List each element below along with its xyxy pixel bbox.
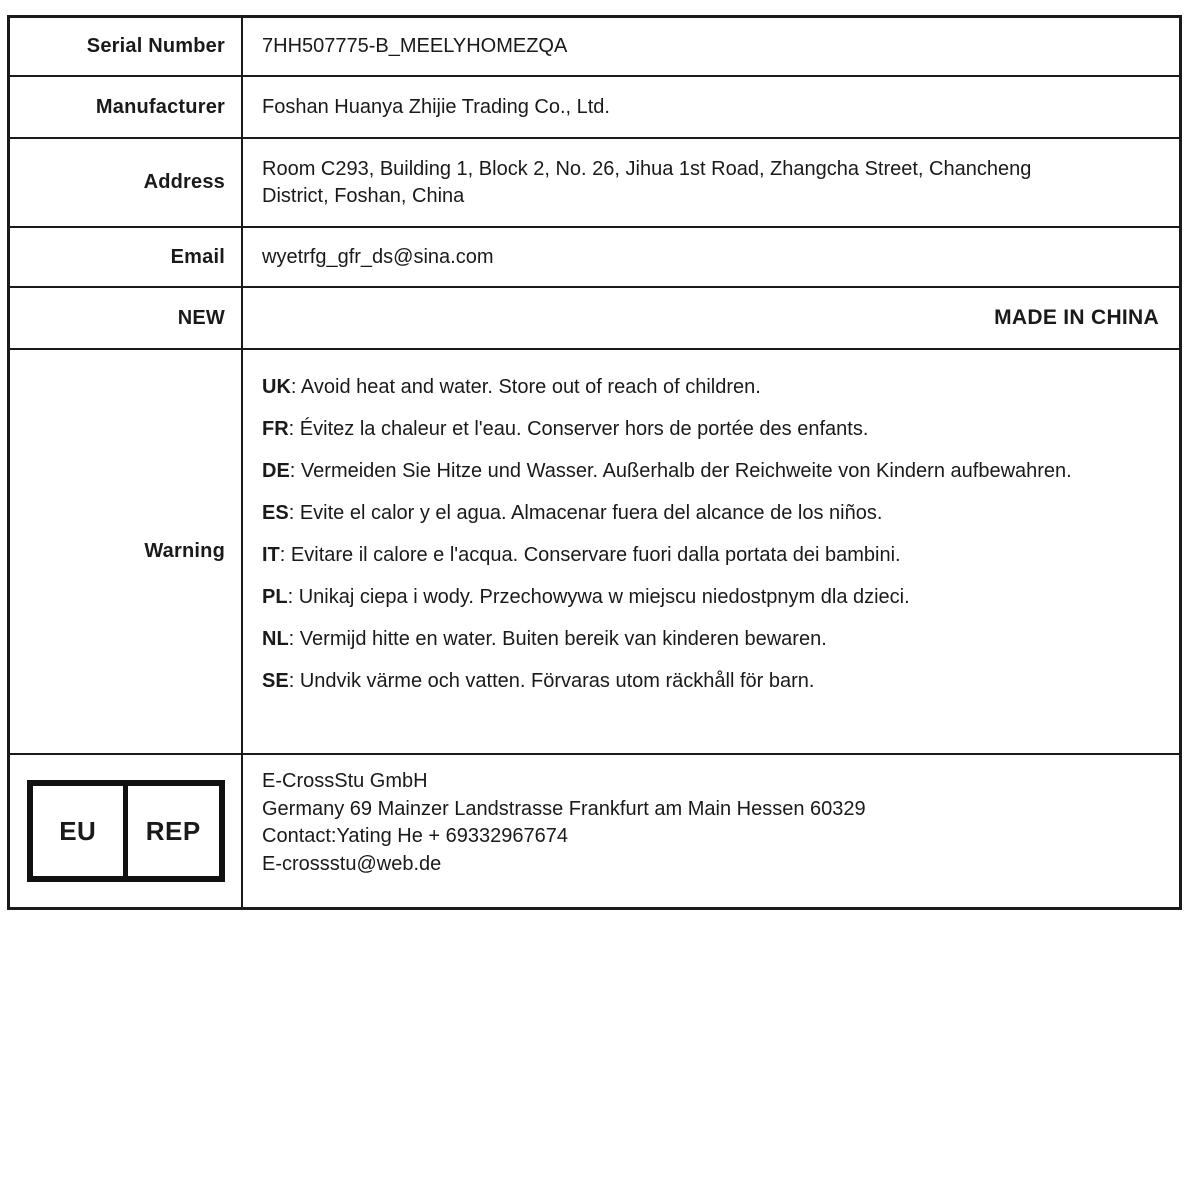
table-row-new-condition (10, 286, 1179, 348)
eu-box: EU (33, 786, 129, 876)
eu-rep-contact-phone: Contact:Yating He + 69332967674 (262, 825, 568, 848)
address-label: Address (10, 139, 243, 226)
table-row-serial-number (10, 18, 1179, 75)
eu-rep-company-name: E-CrossStu GmbH (262, 770, 428, 792)
warning-lang-code: PL (262, 586, 288, 608)
table-row-address (10, 137, 1179, 226)
warning-item-fr (262, 416, 1084, 443)
warning-text: Vermeiden Sie Hitze und Wasser. Außerhalb der Reichweite von Kindern aufbewahren. (300, 460, 1072, 482)
warning-text: Undvik värme och vatten. Förvaras utom räckhåll för barn. (299, 670, 815, 692)
eu-rep-address: Germany 69 Mainzer Landstrasse Frankfurt am Main Hessen 60329 (262, 797, 866, 820)
manufacturer-text: Foshan Huanya Zhijie Trading Co., Ltd. (262, 95, 610, 118)
warning-separator: : (288, 670, 300, 692)
warning-lang-code: FR (262, 418, 289, 440)
serial-number-text: 7HH507775-B_MEELYHOMEZQA (262, 35, 568, 57)
warning-text: Vermijd hitte en water. Buiten bereik van kinderen bewaren. (299, 628, 827, 650)
warning-item-pl (262, 584, 1084, 611)
address-text: Room C293, Building 1, Block 2, No. 26, Jihua 1st Road, Zhangcha Street, Chancheng District, Foshan, China (262, 157, 1032, 207)
serial-number-label: Serial Number (10, 18, 243, 75)
manufacturer-value (243, 77, 1179, 137)
made-in-china-text: MADE IN CHINA (994, 306, 1159, 329)
warning-text: Avoid heat and water. Store out of reach of children. (300, 376, 761, 398)
warning-text: Evite el calor y el agua. Almacenar fuera del alcance de los niños. (299, 502, 883, 524)
warning-item-se (262, 668, 1084, 695)
warning-text: Evitare il calore e l'acqua. Conservare fuori dalla portata dei bambini. (290, 544, 901, 566)
email-text: wyetrfg_gfr_ds@sina.com (262, 245, 494, 268)
warning-item-uk (262, 374, 1084, 401)
warning-separator: : (287, 586, 299, 608)
eu-rep-symbol-cell (10, 755, 243, 907)
warning-text: Évitez la chaleur et l'eau. Conserver hors de portée des enfants. (299, 418, 869, 440)
warning-lang-code: UK (262, 376, 291, 398)
table-row-manufacturer (10, 75, 1179, 137)
manufacturer-label: Manufacturer (10, 77, 243, 137)
rep-box: REP (145, 815, 201, 846)
warning-separator: : (289, 460, 301, 482)
email-label: Email (10, 228, 243, 286)
serial-number-value (243, 18, 1179, 75)
warning-separator: : (279, 544, 291, 566)
warning-lang-code: NL (262, 628, 289, 650)
warning-separator: : (288, 502, 300, 524)
warning-lang-code: IT (262, 544, 280, 566)
warning-lang-code: DE (262, 460, 290, 482)
warning-lang-code: ES (262, 502, 289, 524)
eu-rep-symbol (27, 780, 225, 882)
email-value (243, 228, 1179, 286)
eu-rep-email: E-crossstu@web.de (262, 852, 442, 875)
table-row-warning (10, 348, 1179, 753)
warning-lang-code: SE (262, 670, 289, 692)
warning-item-nl (262, 626, 1084, 653)
warning-item-es (262, 500, 1084, 527)
warning-separator: : (288, 418, 300, 440)
warning-label: Warning (10, 350, 243, 753)
warning-separator: : (290, 376, 301, 398)
eu-rep-contact-block (243, 755, 1179, 907)
warning-item-de (262, 458, 1084, 485)
table-row-eu-rep (10, 753, 1179, 907)
warning-item-it (262, 542, 1084, 569)
new-condition-label: NEW (10, 288, 243, 348)
product-label-table (7, 15, 1182, 910)
warning-text: Unikaj ciepa i wody. Przechowywa w miejscu niedostpnym dla dzieci. (298, 586, 910, 608)
table-row-email (10, 226, 1179, 286)
warning-separator: : (288, 628, 300, 650)
warning-list (243, 350, 1179, 753)
address-value (243, 139, 1179, 226)
